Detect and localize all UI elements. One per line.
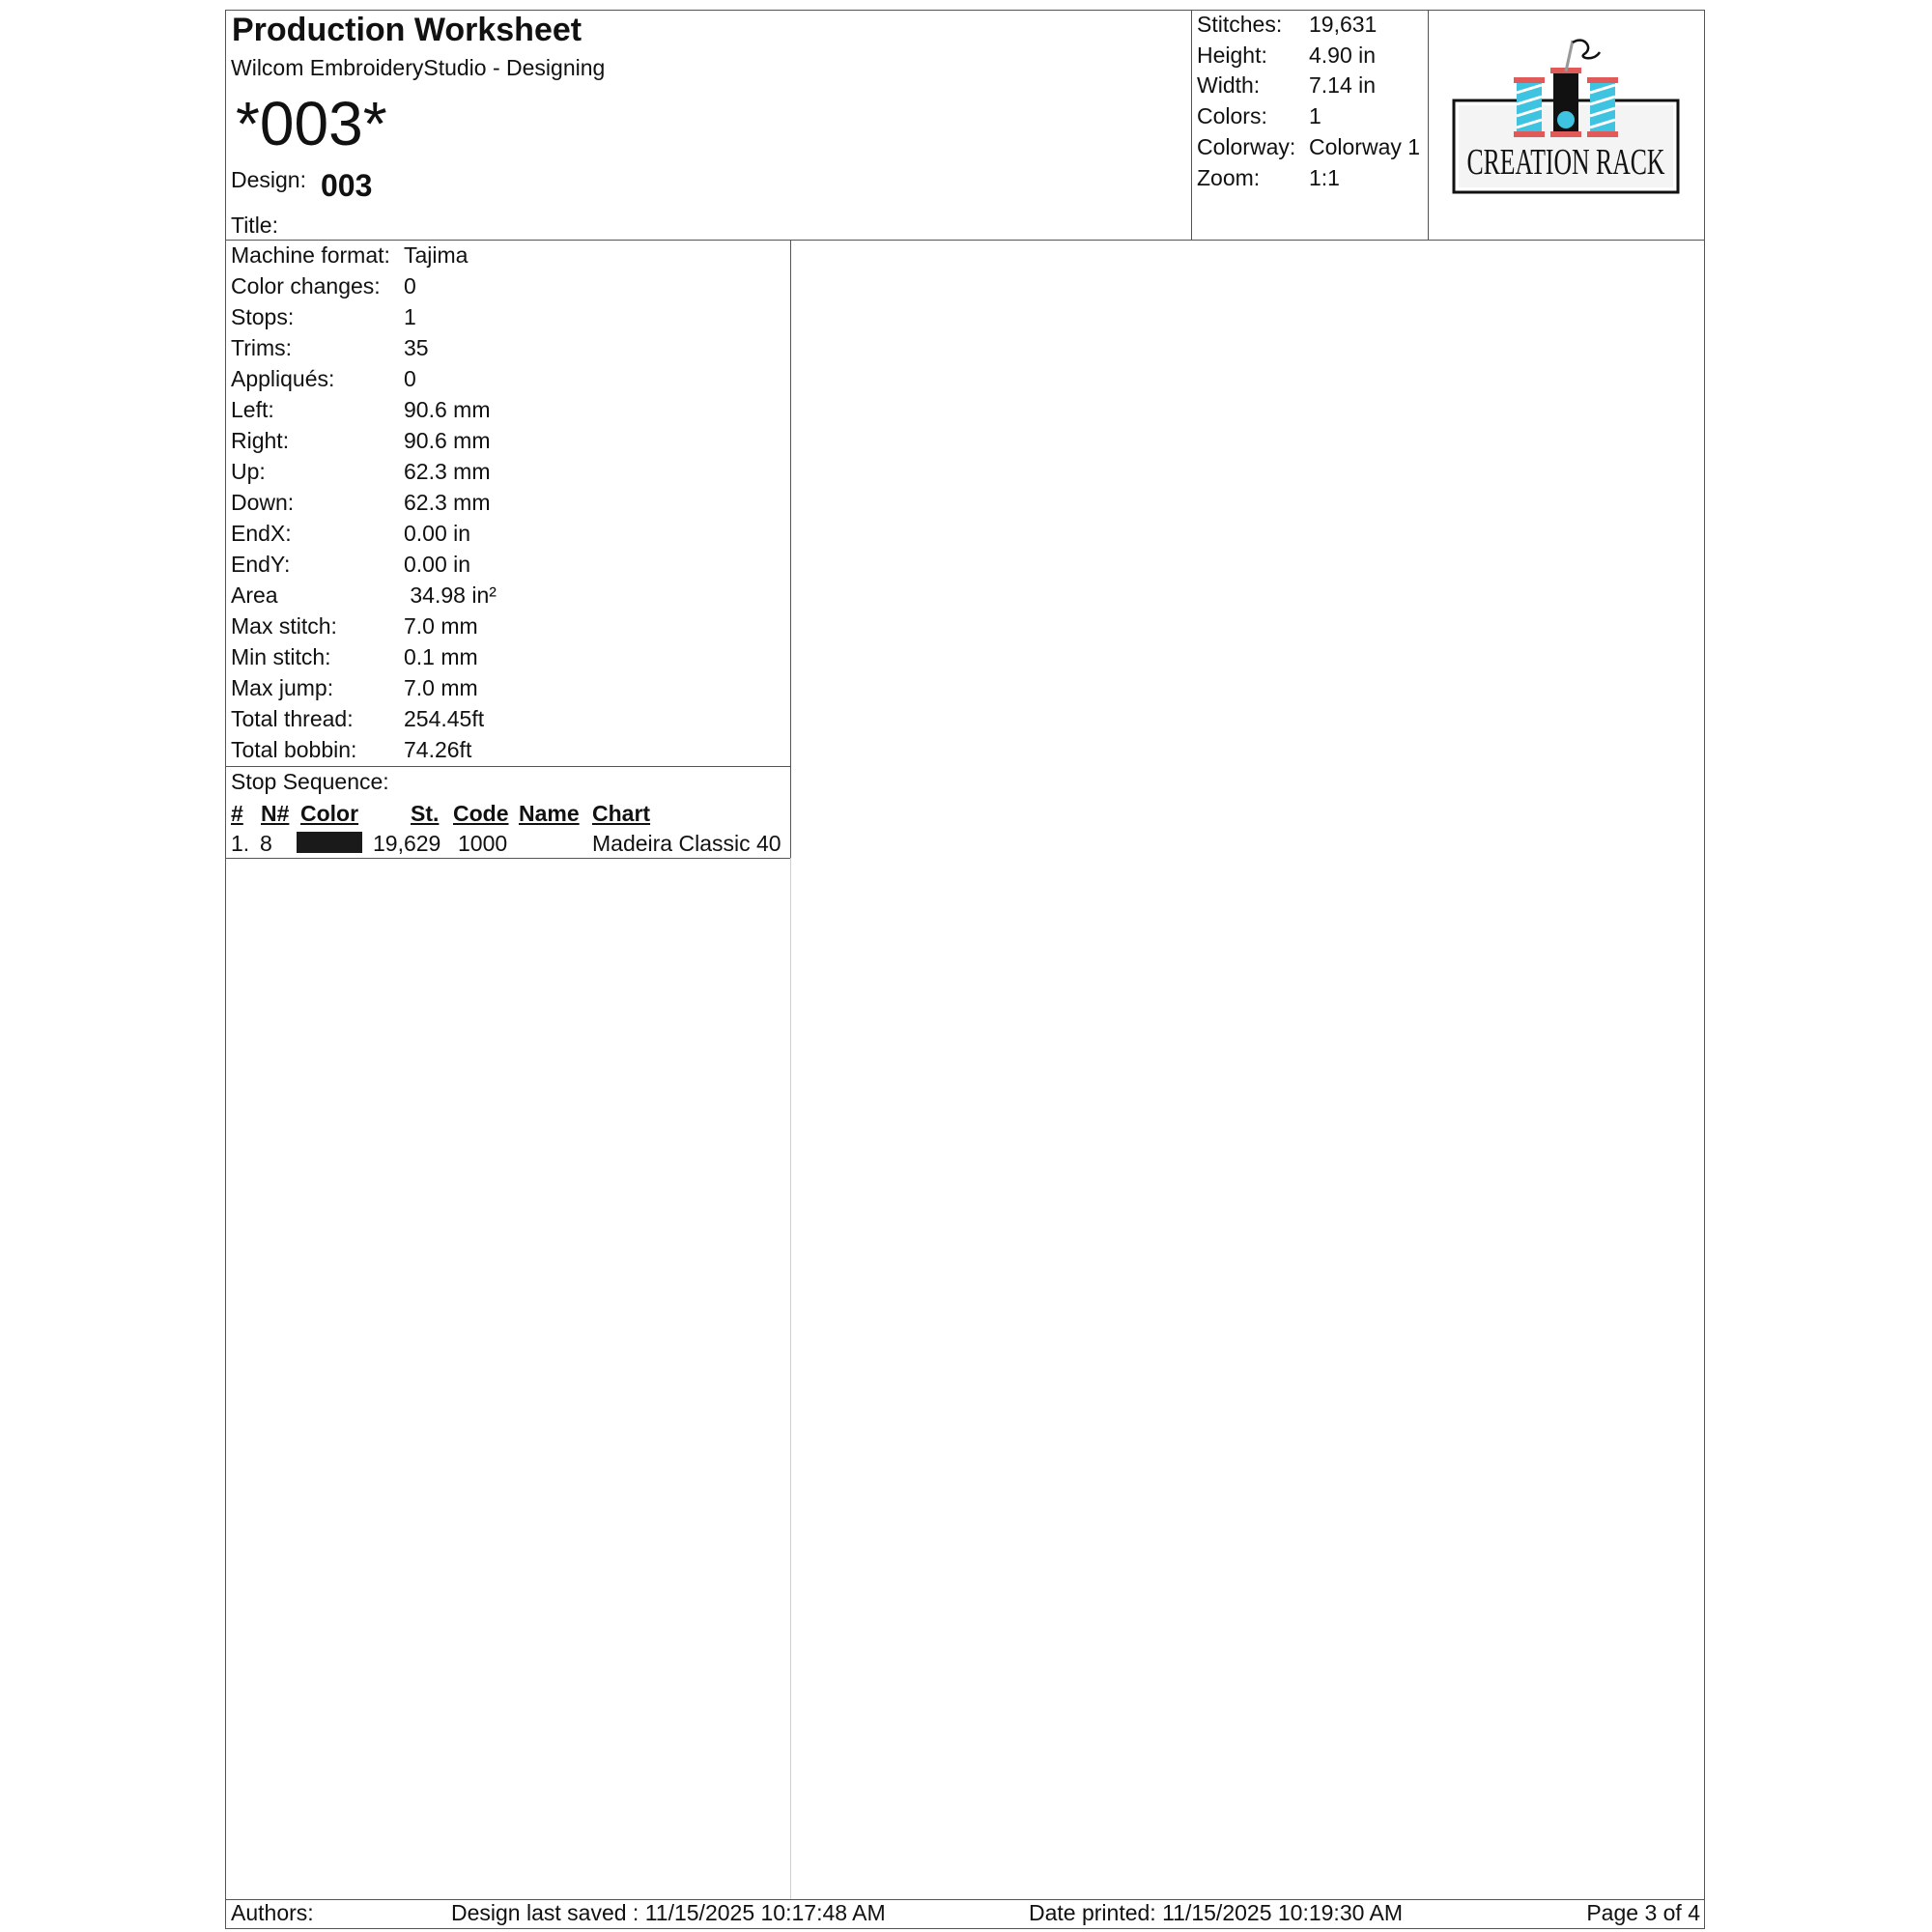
- thread-spool-icon: [1550, 68, 1581, 137]
- detail-label: Stops:: [231, 304, 295, 329]
- summary-value: 1: [1309, 103, 1321, 128]
- row-code: 1000: [458, 831, 508, 856]
- thread-color-swatch: [297, 832, 362, 853]
- detail-label: Left:: [231, 397, 274, 422]
- detail-label: Trims:: [231, 335, 293, 360]
- needle-icon: [1566, 41, 1573, 71]
- logo-wordmark: CREATION RACK: [1466, 142, 1665, 183]
- row-stitches: 19,629: [373, 831, 441, 856]
- logo-divider: [1428, 10, 1429, 240]
- detail-value: 62.3 mm: [404, 459, 491, 484]
- column-header-code: Code: [453, 801, 509, 826]
- software-subtitle: Wilcom EmbroideryStudio - Designing: [231, 55, 606, 80]
- date-printed: Date printed: 11/15/2025 10:19:30 AM: [1029, 1900, 1404, 1925]
- detail-value: 0: [404, 273, 416, 298]
- column-header-needle: N#: [261, 801, 290, 826]
- detail-label: Up:: [231, 459, 266, 484]
- detail-value: 0.00 in: [404, 521, 471, 546]
- page-number: Page 3 of 4: [1586, 1900, 1700, 1925]
- design-barcode-text: *003*: [236, 89, 387, 158]
- worksheet-frame: [225, 10, 1705, 1929]
- logo-graphic: [1449, 39, 1683, 203]
- detail-label: EndX:: [231, 521, 292, 546]
- summary-label: Width:: [1197, 72, 1261, 98]
- row-number: 1.: [231, 831, 250, 856]
- details-column-guide: [790, 858, 791, 1899]
- detail-value: 7.0 mm: [404, 675, 478, 700]
- detail-label: Right:: [231, 428, 290, 453]
- column-header-chart: Chart: [592, 801, 651, 826]
- row-needle: 8: [260, 831, 272, 856]
- detail-value: Tajima: [404, 242, 469, 268]
- page-title: Production Worksheet: [232, 12, 582, 48]
- detail-label: Down:: [231, 490, 295, 515]
- thread-curl-icon: [1573, 41, 1600, 59]
- column-header-name: Name: [519, 801, 580, 826]
- detail-value: 35: [404, 335, 429, 360]
- detail-label: Total thread:: [231, 706, 354, 731]
- detail-label: Color changes:: [231, 273, 381, 298]
- stop-sequence-divider: [225, 766, 790, 767]
- detail-value: 0: [404, 366, 416, 391]
- summary-divider: [1191, 10, 1192, 240]
- authors-label: Authors:: [231, 1900, 314, 1925]
- detail-value: 62.3 mm: [404, 490, 491, 515]
- detail-value: 90.6 mm: [404, 428, 491, 453]
- summary-label: Zoom:: [1197, 165, 1261, 190]
- design-value: 003: [321, 168, 373, 203]
- thread-spool-icon: [1514, 77, 1545, 137]
- header-divider: [225, 240, 1705, 241]
- detail-value: 254.45ft: [404, 706, 485, 731]
- creation-rack-logo: [1449, 39, 1683, 203]
- design-last-saved: Design last saved : 11/15/2025 10:17:48 AM: [451, 1900, 886, 1925]
- design-label: Design:: [231, 167, 306, 192]
- summary-label: Height:: [1197, 43, 1267, 68]
- summary-label: Colors:: [1197, 103, 1267, 128]
- detail-label: Area: [231, 582, 278, 608]
- summary-value: Colorway 1: [1309, 134, 1421, 159]
- detail-value: 7.0 mm: [404, 613, 478, 639]
- detail-label: Total bobbin:: [231, 737, 357, 762]
- summary-value: 19,631: [1309, 12, 1378, 37]
- detail-label: EndY:: [231, 552, 291, 577]
- stop-sequence-label: Stop Sequence:: [231, 769, 389, 794]
- detail-value: 0.00 in: [404, 552, 471, 577]
- detail-label: Max jump:: [231, 675, 334, 700]
- summary-label: Stitches:: [1197, 12, 1283, 37]
- summary-value: 1:1: [1309, 165, 1340, 190]
- detail-value: 34.98 in²: [404, 582, 497, 608]
- summary-value: 7.14 in: [1309, 72, 1377, 98]
- detail-value: 74.26ft: [404, 737, 472, 762]
- thread-spool-icon: [1587, 77, 1618, 137]
- column-header-number: #: [231, 801, 243, 826]
- title-label: Title:: [231, 213, 278, 238]
- summary-value: 4.90 in: [1309, 43, 1377, 68]
- stop-sequence-bottom: [225, 858, 790, 859]
- detail-value: 0.1 mm: [404, 644, 478, 669]
- footer-divider: [225, 1899, 1705, 1900]
- row-chart: Madeira Classic 40: [592, 831, 781, 856]
- detail-value: 90.6 mm: [404, 397, 491, 422]
- detail-label: Min stitch:: [231, 644, 331, 669]
- column-header-stitches: St.: [411, 801, 440, 826]
- details-right-border: [790, 240, 791, 858]
- detail-label: Max stitch:: [231, 613, 337, 639]
- summary-label: Colorway:: [1197, 134, 1296, 159]
- column-header-color: Color: [300, 801, 359, 826]
- detail-label: Machine format:: [231, 242, 390, 268]
- detail-label: Appliqués:: [231, 366, 335, 391]
- detail-value: 1: [404, 304, 416, 329]
